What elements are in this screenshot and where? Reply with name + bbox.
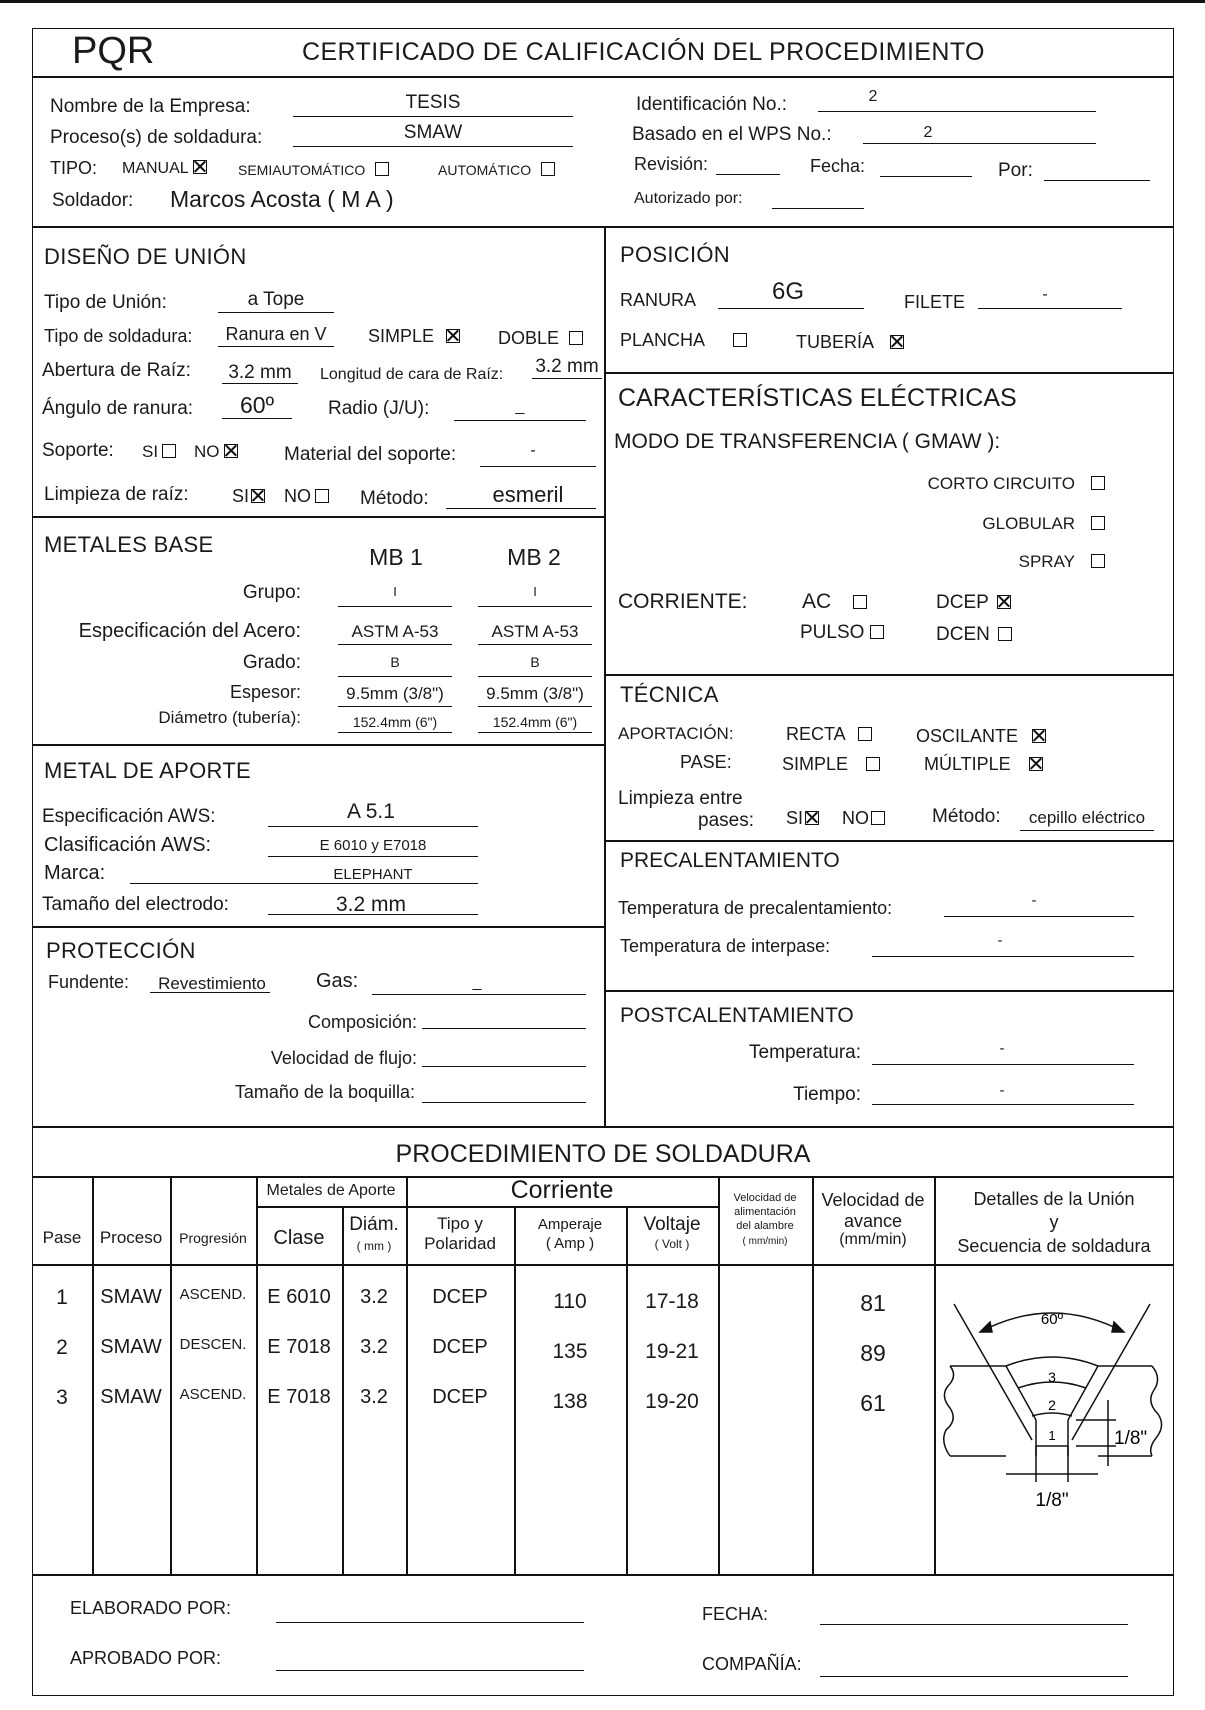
col-header-diam: Diám. ( mm ) <box>349 1214 399 1253</box>
cell-diam: 3.2 <box>360 1336 388 1358</box>
velocidad-flujo-label: Velocidad de flujo: <box>270 1048 417 1068</box>
cell-volt: 19-21 <box>645 1340 699 1363</box>
metales-mb1-line <box>338 676 452 677</box>
plancha-checkbox[interactable] <box>733 333 747 347</box>
subheader-line <box>256 1206 406 1208</box>
clasif-aws-label: Clasificación AWS: <box>44 834 212 856</box>
col-header-clase: Clase <box>273 1227 325 1249</box>
metales-row-label: Grupo: <box>242 582 301 603</box>
metales-mb2-line <box>478 606 592 607</box>
postcal-temp-value[interactable]: - <box>999 1040 1005 1057</box>
weld-cap-top <box>1006 1357 1098 1366</box>
clasif-aws-line <box>268 856 478 857</box>
cell-pase: 2 <box>56 1336 68 1359</box>
radio-line <box>454 420 586 421</box>
temp-pre-value[interactable]: - <box>1031 892 1037 909</box>
compania-label: COMPAÑÍA: <box>702 1654 802 1674</box>
form-title: CERTIFICADO DE CALIFICACIÓN DEL PROCEDIMIENTO <box>302 38 985 66</box>
plate-left-break <box>944 1366 954 1456</box>
metales-mb2-value[interactable]: I <box>533 584 537 599</box>
cell-volt: 19-20 <box>645 1390 699 1413</box>
ranura-label: RANURA <box>620 290 697 310</box>
section-divider <box>32 744 604 746</box>
table-bottom-line <box>32 1574 1174 1576</box>
soporte-si-checkbox[interactable] <box>162 444 176 458</box>
tipo-union-label: Tipo de Unión: <box>44 292 167 313</box>
composicion-label: Composición: <box>307 1012 417 1032</box>
marca-label: Marca: <box>44 862 106 884</box>
limpieza-si[interactable]: SI <box>232 486 265 507</box>
pulso-option[interactable]: PULSO <box>800 622 884 644</box>
cell-clase: E 7018 <box>267 1386 331 1408</box>
wps-line <box>863 143 1096 144</box>
autorizado-label: Autorizado por: <box>634 190 743 207</box>
cell-volt: 17-18 <box>645 1290 699 1313</box>
spray-checkbox[interactable] <box>1091 554 1105 568</box>
aporte-title: METAL DE APORTE <box>44 758 252 783</box>
metales-row-label: Diámetro (tubería): <box>158 708 301 727</box>
wps-label: Basado en el WPS No.: <box>632 124 832 145</box>
pass-1-label: 1 <box>1048 1428 1056 1443</box>
gas-line <box>372 994 586 995</box>
tamano-label: Tamaño del electrodo: <box>42 894 229 915</box>
mb1-header: MB 1 <box>369 544 423 570</box>
limpieza-no[interactable]: NO <box>284 486 329 507</box>
metodo-value[interactable]: esmeril <box>492 482 564 507</box>
semi-checkbox[interactable] <box>375 162 389 176</box>
cell-vavance: 81 <box>860 1290 886 1316</box>
bevel-guide-left <box>954 1304 1032 1440</box>
col-header-pase: Pase <box>42 1228 82 1247</box>
postcal-temp-label: Temperatura: <box>749 1042 861 1063</box>
posicion-title: POSICIÓN <box>620 242 730 267</box>
ident-line <box>818 111 1096 112</box>
aportacion-label: APORTACIÓN: <box>618 724 734 743</box>
radio-label: Radio (J/U): <box>328 398 430 419</box>
fecha-line[interactable] <box>880 176 972 177</box>
material-label: Material del soporte: <box>284 444 457 465</box>
filete-label: FILETE <box>904 292 966 312</box>
pass-2-label: 2 <box>1048 1397 1056 1413</box>
metales-row-label: Especificación del Acero: <box>78 620 301 642</box>
filete-value[interactable]: - <box>1042 286 1048 303</box>
tipo-manual[interactable]: MANUAL <box>122 160 207 178</box>
clasif-aws-value[interactable]: E 6010 y E7018 <box>319 837 427 854</box>
metales-mb1-value[interactable]: B <box>390 654 400 670</box>
metales-mb1-value[interactable]: ASTM A-53 <box>351 622 439 641</box>
cell-proceso: SMAW <box>100 1386 162 1408</box>
proceso-value[interactable]: SMAW <box>403 122 463 143</box>
col-header-vel-alim: Velocidad de alimentación del alambre ( mm/min) <box>733 1192 797 1248</box>
pase-simple-option[interactable]: SIMPLE <box>782 754 880 775</box>
section-divider <box>604 372 1174 374</box>
top-edge-line <box>0 0 1205 3</box>
metodo-line <box>446 508 596 509</box>
abertura-label: Abertura de Raíz: <box>42 360 191 381</box>
header-divider <box>32 76 1174 78</box>
tipo-union-value[interactable]: a Tope <box>247 289 305 310</box>
pase-label: PASE: <box>680 752 732 772</box>
section-divider <box>32 516 604 518</box>
angulo-label: Ángulo de ranura: <box>42 398 194 419</box>
spray-option[interactable]: SPRAY <box>1019 552 1105 572</box>
cell-proceso: SMAW <box>100 1286 162 1308</box>
pass-2-boundary <box>1032 1413 1072 1416</box>
velocidad-flujo-line[interactable] <box>422 1066 586 1067</box>
longitud-label: Longitud de cara de Raíz: <box>320 366 504 383</box>
limpieza-si-checkbox[interactable] <box>251 489 265 503</box>
cell-vavance: 61 <box>860 1390 886 1416</box>
col-header-corriente: Corriente <box>510 1176 614 1204</box>
angle-label: 60º <box>1040 1311 1064 1328</box>
espec-aws-line <box>268 826 478 827</box>
col-header-progresion: Progresión <box>179 1230 247 1246</box>
plancha-option[interactable]: PLANCHA <box>620 330 747 351</box>
metales-mb2-value[interactable]: ASTM A-53 <box>491 622 579 641</box>
col-header-amperaje: Amperaje ( Amp ) <box>537 1216 603 1253</box>
section-divider <box>32 226 1174 228</box>
dim-face-label: 1/8" <box>1114 1428 1148 1449</box>
metales-mb1-line <box>338 732 452 733</box>
elaborado-label: ELABORADO POR: <box>70 1598 232 1618</box>
espec-aws-label: Especificación AWS: <box>42 806 216 827</box>
metales-row-label: Grado: <box>242 652 301 673</box>
footer-fecha-label: FECHA: <box>702 1604 769 1624</box>
empresa-line <box>293 116 573 117</box>
diseno-title: DISEÑO DE UNIÓN <box>44 244 247 269</box>
cell-polaridad: DCEP <box>432 1286 488 1308</box>
radio-value[interactable]: _ <box>515 398 525 415</box>
postcal-tiempo-value[interactable]: - <box>999 1082 1005 1099</box>
multiple-option[interactable]: MÚLTIPLE <box>924 754 1043 775</box>
revision-line[interactable] <box>716 174 780 175</box>
temp-pre-label: Temperatura de precalentamiento: <box>618 898 893 918</box>
pase-simple-checkbox[interactable] <box>866 757 880 771</box>
longitud-line <box>532 378 602 379</box>
cell-amp: 110 <box>553 1290 587 1313</box>
boquilla-line[interactable] <box>422 1102 586 1103</box>
oscilante-option[interactable]: OSCILANTE <box>916 726 1046 747</box>
corriente-label: CORRIENTE: <box>618 590 748 613</box>
cell-clase: E 7018 <box>267 1336 331 1358</box>
metales-mb2-line <box>478 644 592 645</box>
cell-amp: 138 <box>552 1390 588 1413</box>
dim-gap-label: 1/8" <box>1035 1490 1069 1511</box>
metales-mb1-value[interactable]: 152.4mm (6") <box>352 714 438 730</box>
ranura-value[interactable]: 6G <box>771 278 804 305</box>
metales-mb2-value[interactable]: 9.5mm (3/8") <box>486 684 584 703</box>
header-bottom-line <box>32 1264 1174 1266</box>
metodo-label: Método: <box>360 488 429 509</box>
multiple-checkbox[interactable] <box>1029 757 1043 771</box>
metales-mb1-line <box>338 706 452 707</box>
postcal-temp-line <box>872 1064 1134 1065</box>
cell-polaridad: DCEP <box>432 1336 488 1358</box>
tec-metodo-value[interactable]: cepillo eléctrico <box>1028 808 1146 827</box>
electricas-title: CARACTERÍSTICAS ELÉCTRICAS <box>618 384 1017 412</box>
ac-checkbox[interactable] <box>853 595 867 609</box>
col-header-detalles: Detalles de la Unión y Secuencia de soldadura <box>957 1189 1151 1256</box>
tamano-value[interactable]: 3.2 mm <box>335 893 406 916</box>
marca-value[interactable]: ELEPHANT <box>333 866 413 883</box>
elaborado-line[interactable] <box>276 1622 584 1623</box>
limpieza-no-checkbox[interactable] <box>315 489 329 503</box>
soldador-value[interactable]: Marcos Acosta ( M A ) <box>170 186 394 212</box>
doble-option[interactable]: DOBLE <box>498 328 583 349</box>
tec-metodo-line <box>1020 830 1154 831</box>
ident-label: Identificación No.: <box>636 94 788 115</box>
tipo-sold-value[interactable]: Ranura en V <box>225 324 327 344</box>
metales-mb1-line <box>338 644 452 645</box>
metales-mb1-value[interactable]: I <box>393 584 397 599</box>
tec-si-checkbox[interactable] <box>805 811 819 825</box>
col-header-proceso: Proceso <box>99 1228 163 1247</box>
cell-pase: 1 <box>56 1286 68 1309</box>
tec-no-option[interactable]: NO <box>842 808 885 829</box>
fecha-label: Fecha: <box>810 156 866 176</box>
soporte-no[interactable]: NO <box>194 442 238 462</box>
por-line[interactable] <box>1044 180 1150 181</box>
oscilante-checkbox[interactable] <box>1032 729 1046 743</box>
angulo-value[interactable]: 60º <box>240 392 274 418</box>
metales-mb2-line <box>478 732 592 733</box>
limpieza-pases-label1: Limpieza entre <box>618 788 743 809</box>
arc-arrow-left <box>980 1322 992 1332</box>
metales-mb2-line <box>478 676 592 677</box>
compania-line[interactable] <box>820 1676 1128 1677</box>
joint-diagram <box>936 1270 1172 1530</box>
abertura-value[interactable]: 3.2 mm <box>228 362 292 383</box>
postcal-title: POSTCALENTAMIENTO <box>620 1004 854 1027</box>
manual-checkbox[interactable] <box>193 160 207 174</box>
cell-amp: 135 <box>552 1340 588 1363</box>
fundente-value[interactable]: Revestimiento <box>158 974 266 993</box>
recta-checkbox[interactable] <box>858 727 872 741</box>
section-divider <box>32 926 604 928</box>
metales-title: METALES BASE <box>44 532 214 557</box>
dcep-checkbox[interactable] <box>997 595 1011 609</box>
globular-checkbox[interactable] <box>1091 516 1105 530</box>
form-code: PQR <box>72 30 155 72</box>
corto-checkbox[interactable] <box>1091 476 1105 490</box>
empresa-label: Nombre de la Empresa: <box>50 96 251 117</box>
footer-fecha-line[interactable] <box>820 1624 1128 1625</box>
ranura-line <box>718 308 864 309</box>
cell-progresion: ASCEND. <box>179 1286 247 1303</box>
plate-right-break <box>1151 1366 1162 1456</box>
filete-line <box>978 308 1122 309</box>
tec-si-option[interactable]: SI <box>786 808 819 829</box>
metales-mb2-value[interactable]: B <box>530 654 540 670</box>
dcen-checkbox[interactable] <box>998 627 1012 641</box>
metales-mb1-line <box>338 606 452 607</box>
cell-diam: 3.2 <box>360 1286 388 1308</box>
simple-option[interactable]: SIMPLE <box>368 326 460 347</box>
espec-aws-value[interactable]: A 5.1 <box>347 800 395 823</box>
aprobado-label: APROBADO POR: <box>70 1648 222 1668</box>
arc-arrow-right <box>1112 1322 1124 1332</box>
cell-diam: 3.2 <box>360 1386 388 1408</box>
composicion-line[interactable] <box>422 1028 586 1029</box>
procedimiento-title: PROCEDIMIENTO DE SOLDADURA <box>395 1140 811 1168</box>
boquilla-label: Tamaño de la boquilla: <box>234 1082 415 1102</box>
cell-clase: E 6010 <box>267 1286 331 1308</box>
ident-value[interactable]: 2 <box>868 88 878 105</box>
metales-mb2-line <box>478 706 592 707</box>
revision-label: Revisión: <box>634 154 709 174</box>
limpieza-pases-label2: pases: <box>698 810 754 831</box>
temp-pre-line <box>944 916 1134 917</box>
temp-inter-value[interactable]: - <box>997 932 1003 949</box>
aprobado-line[interactable] <box>276 1670 584 1671</box>
metales-mb2-value[interactable]: 152.4mm (6") <box>492 714 578 730</box>
tuberia-checkbox[interactable] <box>890 335 904 349</box>
wps-value[interactable]: 2 <box>923 124 933 141</box>
tipo-auto[interactable]: AUTOMÁTICO <box>438 162 555 178</box>
globular-option[interactable]: GLOBULAR <box>982 514 1105 534</box>
cell-polaridad: DCEP <box>432 1386 488 1408</box>
section-divider <box>604 990 1174 992</box>
temp-inter-line <box>872 956 1134 957</box>
material-line <box>480 466 596 467</box>
recta-option[interactable]: RECTA <box>786 724 872 745</box>
tipo-semi[interactable]: SEMIAUTOMÁTICO <box>238 162 389 178</box>
section-divider <box>604 840 1174 842</box>
col-header-metales: Metales de Aporte <box>266 1182 396 1199</box>
col-header-voltaje: Voltaje ( Volt ) <box>643 1214 701 1251</box>
subheader-line <box>406 1206 718 1208</box>
soporte-label: Soporte: <box>42 440 114 461</box>
metales-mb1-value[interactable]: 9.5mm (3/8") <box>346 684 444 703</box>
temp-inter-label: Temperatura de interpase: <box>620 936 831 956</box>
gas-value[interactable]: _ <box>472 974 482 991</box>
precal-title: PRECALENTAMIENTO <box>620 849 840 872</box>
soldador-label: Soldador: <box>52 190 134 211</box>
doble-checkbox[interactable] <box>569 331 583 345</box>
tipo-sold-label: Tipo de soldadura: <box>44 326 193 346</box>
pass-3-label: 3 <box>1048 1369 1056 1385</box>
cell-pase: 3 <box>56 1386 68 1409</box>
autorizado-line[interactable] <box>772 208 864 209</box>
pulso-checkbox[interactable] <box>870 625 884 639</box>
tipo-label: TIPO: <box>50 158 98 178</box>
proteccion-title: PROTECCIÓN <box>46 938 196 963</box>
proceso-label: Proceso(s) de soldadura: <box>50 127 263 148</box>
material-value[interactable]: - <box>530 442 536 459</box>
section-divider <box>604 674 1174 676</box>
gas-label: Gas: <box>316 970 359 992</box>
marca-line <box>130 883 478 884</box>
tec-no-checkbox[interactable] <box>871 811 885 825</box>
postcal-tiempo-line <box>872 1104 1134 1105</box>
modo-label: MODO DE TRANSFERENCIA ( GMAW ): <box>614 430 1001 453</box>
dcen-option[interactable]: DCEN <box>936 624 1012 646</box>
cell-vavance: 89 <box>860 1340 886 1366</box>
tuberia-option[interactable]: TUBERÍA <box>796 332 904 353</box>
dcep-option[interactable]: DCEP <box>936 592 1011 614</box>
soporte-si[interactable]: SI <box>142 442 176 462</box>
col-header-vel-avance: Velocidad de avance (mm/min) <box>821 1190 925 1249</box>
por-label: Por: <box>998 160 1033 181</box>
tipo-union-line <box>218 312 334 313</box>
tec-metodo-label: Método: <box>932 806 1001 827</box>
longitud-value[interactable]: 3.2 mm <box>535 356 599 377</box>
tecnica-title: TÉCNICA <box>620 682 719 707</box>
auto-checkbox[interactable] <box>541 162 555 176</box>
metales-row-label: Espesor: <box>229 682 301 702</box>
ac-option[interactable]: AC <box>802 590 867 614</box>
limpieza-raiz-label: Limpieza de raíz: <box>44 484 189 505</box>
col-header-polaridad: Tipo y Polaridad <box>424 1214 496 1253</box>
mb2-header: MB 2 <box>507 544 561 570</box>
cell-progresion: DESCEN. <box>179 1336 247 1353</box>
simple-checkbox[interactable] <box>446 329 460 343</box>
fundente-label: Fundente: <box>48 972 130 992</box>
soporte-no-checkbox[interactable] <box>224 444 238 458</box>
empresa-value[interactable]: TESIS <box>405 92 461 113</box>
corto-option[interactable]: CORTO CIRCUITO <box>928 474 1105 494</box>
tipo-sold-line <box>218 346 334 347</box>
cell-proceso: SMAW <box>100 1336 162 1358</box>
cell-progresion: ASCEND. <box>179 1386 247 1403</box>
section-divider <box>32 1126 1174 1128</box>
proceso-line <box>293 146 573 147</box>
postcal-tiempo-label: Tiempo: <box>793 1084 861 1105</box>
